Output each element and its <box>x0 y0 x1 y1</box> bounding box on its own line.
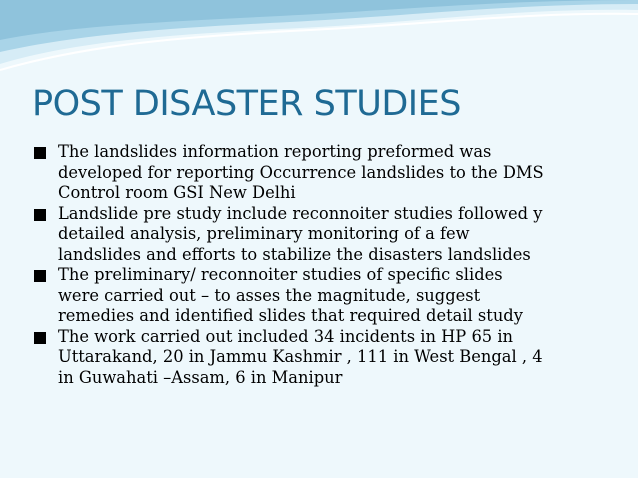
filled-square-bullet-icon <box>34 209 48 221</box>
filled-square-bullet-icon <box>34 270 48 282</box>
bullet-item <box>34 265 624 327</box>
bullet-item <box>34 204 624 266</box>
bullet-line: The preliminary/ reconnoiter studies of specific slides <box>58 265 503 284</box>
slide-title: POST DISASTER STUDIES <box>32 84 461 124</box>
bullet-line: Landslide pre study include reconnoiter studies followed y <box>58 203 543 223</box>
bullet-list <box>34 142 624 388</box>
bullet-line: landslides and efforts to stabilize the disasters landslides <box>58 244 531 264</box>
bullet-line: were carried out – to asses the magnitude, suggest <box>58 285 481 305</box>
bullet-line: detailed analysis, preliminary monitoring of a few <box>58 224 470 243</box>
bullet-line: in Guwahati –Assam, 6 in Manipur <box>58 367 343 387</box>
filled-square-bullet-icon <box>34 147 48 159</box>
bullet-line: remedies and identified slides that required detail study <box>58 306 523 325</box>
bullet-item <box>34 142 624 204</box>
bullet-line: The landslides information reporting preformed was <box>58 142 492 161</box>
bullet-item <box>34 327 624 389</box>
bullet-line: Uttarakand, 20 in Jammu Kashmir , 111 in West Bengal , 4 <box>58 347 543 366</box>
bullet-line: The work carried out included 34 incidents in HP 65 in <box>58 326 514 346</box>
bullet-line: developed for reporting Occurrence landslides to the DMS <box>58 162 544 182</box>
filled-square-bullet-icon <box>34 332 48 344</box>
bullet-line: Control room GSI New Delhi <box>58 183 296 202</box>
wave-decoration <box>0 0 638 80</box>
